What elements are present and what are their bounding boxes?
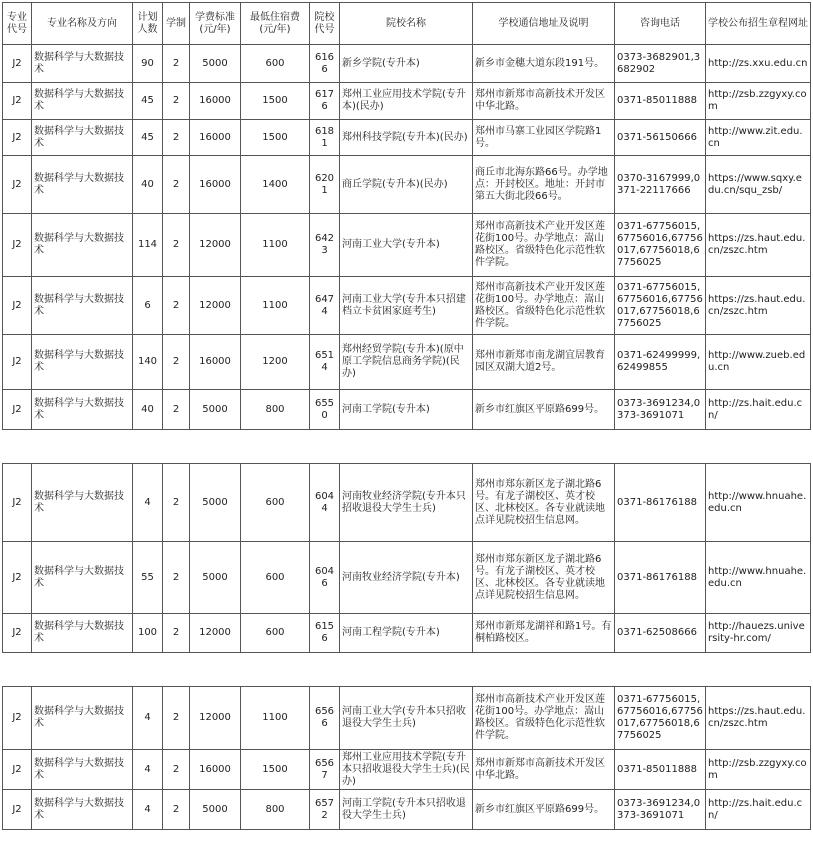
address-cell: 郑州市高新技术产业开发区莲花街100号。办学地点：嵩山路校区。省级特色化示范性软件学院。 <box>473 214 615 277</box>
duration-cell: 2 <box>163 214 190 277</box>
school-code-cell: 6201 <box>310 156 340 214</box>
phone-cell: 0371-86176188 <box>615 464 706 542</box>
phone-cell: 0373-3691234,0373-3691071 <box>615 790 706 830</box>
address-cell: 郑州市郑东新区龙子湖北路6号。有龙子湖校区、英才校区、北林校区。各专业就读地点详见院校招生信息网。 <box>473 542 615 614</box>
dorm-fee-cell: 1500 <box>241 83 310 120</box>
dorm-fee-cell: 600 <box>241 45 310 83</box>
table-row <box>3 335 811 390</box>
phone-cell: 0371-62499999,62499855 <box>615 335 706 390</box>
header-cell: 学校公布招生章程网址 <box>706 3 811 45</box>
duration-cell: 2 <box>163 277 190 335</box>
major-code-cell: J2 <box>3 120 32 156</box>
duration-cell: 2 <box>163 83 190 120</box>
plan-count-cell: 45 <box>133 83 163 120</box>
plan-count-cell: 40 <box>133 390 163 430</box>
address-cell: 郑州市新郑市高新技术开发区中华北路。 <box>473 83 615 120</box>
address-cell: 新乡市红旗区平原路699号。 <box>473 390 615 430</box>
duration-cell: 2 <box>163 542 190 614</box>
admissions-table-main <box>2 2 811 430</box>
address-cell: 郑州市新郑市南龙湖宜居教育园区双湖大道2号。 <box>473 335 615 390</box>
dorm-fee-cell: 1500 <box>241 750 310 790</box>
dorm-fee-cell: 800 <box>241 790 310 830</box>
major-code-cell: J2 <box>3 542 32 614</box>
phone-cell: 0371-67756015,67756016,67756017,67756018,67756025 <box>615 214 706 277</box>
duration-cell: 2 <box>163 750 190 790</box>
school-name-cell: 郑州工业应用技术学院(专升本只招收退役大学生士兵)(民办) <box>340 750 473 790</box>
school-code-cell: 6181 <box>310 120 340 156</box>
tuition-cell: 5000 <box>190 542 241 614</box>
major-code-cell: J2 <box>3 464 32 542</box>
phone-cell: 0373-3691234,0373-3691071 <box>615 390 706 430</box>
table-row <box>3 390 811 430</box>
plan-count-cell: 90 <box>133 45 163 83</box>
address-cell: 新乡市红旗区平原路699号。 <box>473 790 615 830</box>
address-cell: 郑州市新郑龙湖祥和路1号。有桐柏路校区。 <box>473 614 615 653</box>
major-code-cell: J2 <box>3 156 32 214</box>
table-row <box>3 464 811 542</box>
table-row <box>3 542 811 614</box>
tuition-cell: 16000 <box>190 750 241 790</box>
tuition-cell: 5000 <box>190 790 241 830</box>
tuition-cell: 5000 <box>190 45 241 83</box>
major-name-cell: 数据科学与大数据技术 <box>32 614 133 653</box>
duration-cell: 2 <box>163 335 190 390</box>
header-cell: 院校名称 <box>340 3 473 45</box>
school-name-cell: 商丘学院(专升本)(民办) <box>340 156 473 214</box>
plan-count-cell: 4 <box>133 464 163 542</box>
duration-cell: 2 <box>163 687 190 750</box>
major-code-cell: J2 <box>3 83 32 120</box>
tuition-cell: 16000 <box>190 156 241 214</box>
plan-count-cell: 4 <box>133 790 163 830</box>
website-cell[interactable]: http://www.hnuahe.edu.cn <box>706 542 811 614</box>
phone-cell: 0371-67756015,67756016,67756017,67756018,67756025 <box>615 277 706 335</box>
website-cell[interactable]: http://zs.hait.edu.cn/ <box>706 390 811 430</box>
website-cell[interactable]: https://zs.haut.edu.cn/zszc.htm <box>706 277 811 335</box>
plan-count-cell: 4 <box>133 750 163 790</box>
duration-cell: 2 <box>163 45 190 83</box>
school-name-cell: 郑州工业应用技术学院(专升本)(民办) <box>340 83 473 120</box>
school-name-cell: 河南牧业经济学院(专升本只招收退役大学生士兵) <box>340 464 473 542</box>
phone-cell: 0371-85011888 <box>615 83 706 120</box>
major-code-cell: J2 <box>3 390 32 430</box>
table-row <box>3 120 811 156</box>
address-cell: 郑州市新郑市高新技术开发区中华北路。 <box>473 750 615 790</box>
major-code-cell: J2 <box>3 214 32 277</box>
school-name-cell: 河南工业大学(专升本只招收退役大学生士兵) <box>340 687 473 750</box>
school-name-cell: 河南工学院(专升本只招收退役大学生士兵) <box>340 790 473 830</box>
school-code-cell: 6550 <box>310 390 340 430</box>
website-cell[interactable]: http://zs.xxu.edu.cn <box>706 45 811 83</box>
address-cell: 商丘市北海东路66号。办学地点：开封校区。地址：开封市第五大街北段66号。 <box>473 156 615 214</box>
school-code-cell: 6046 <box>310 542 340 614</box>
plan-count-cell: 45 <box>133 120 163 156</box>
major-name-cell: 数据科学与大数据技术 <box>32 790 133 830</box>
school-code-cell: 6474 <box>310 277 340 335</box>
plan-count-cell: 55 <box>133 542 163 614</box>
address-cell: 郑州市马寨工业园区学院路1号。 <box>473 120 615 156</box>
website-cell[interactable]: http://www.zueb.edu.cn <box>706 335 811 390</box>
header-cell: 最低住宿费(元/年) <box>241 3 310 45</box>
tuition-cell: 16000 <box>190 83 241 120</box>
duration-cell: 2 <box>163 614 190 653</box>
tuition-cell: 16000 <box>190 120 241 156</box>
school-name-cell: 新乡学院(专升本) <box>340 45 473 83</box>
header-cell: 学校通信地址及说明 <box>473 3 615 45</box>
dorm-fee-cell: 1500 <box>241 120 310 156</box>
header-cell: 专业名称及方向 <box>32 3 133 45</box>
website-cell[interactable]: http://www.hnuahe.edu.cn <box>706 464 811 542</box>
address-cell: 新乡市金穗大道东段191号。 <box>473 45 615 83</box>
major-name-cell: 数据科学与大数据技术 <box>32 335 133 390</box>
major-code-cell: J2 <box>3 614 32 653</box>
school-code-cell: 6166 <box>310 45 340 83</box>
duration-cell: 2 <box>163 790 190 830</box>
address-cell: 郑州市郑东新区龙子湖北路6号。有龙子湖校区、英才校区、北林校区。各专业就读地点详见院校招生信息网。 <box>473 464 615 542</box>
website-cell[interactable]: http://zs.hait.edu.cn/ <box>706 790 811 830</box>
duration-cell: 2 <box>163 120 190 156</box>
address-cell: 郑州市高新技术产业开发区莲花街100号。办学地点：嵩山路校区。省级特色化示范性软件学院。 <box>473 687 615 750</box>
school-name-cell: 郑州科技学院(专升本)(民办) <box>340 120 473 156</box>
major-name-cell: 数据科学与大数据技术 <box>32 214 133 277</box>
phone-cell: 0371-56150666 <box>615 120 706 156</box>
dorm-fee-cell: 1100 <box>241 687 310 750</box>
school-code-cell: 6572 <box>310 790 340 830</box>
school-code-cell: 6514 <box>310 335 340 390</box>
major-name-cell: 数据科学与大数据技术 <box>32 750 133 790</box>
duration-cell: 2 <box>163 464 190 542</box>
school-code-cell: 6176 <box>310 83 340 120</box>
tuition-cell: 5000 <box>190 390 241 430</box>
table-row <box>3 277 811 335</box>
phone-cell: 0371-67756015,67756016,67756017,67756018,67756025 <box>615 687 706 750</box>
header-cell: 学制 <box>163 3 190 45</box>
tuition-cell: 5000 <box>190 464 241 542</box>
school-name-cell: 郑州经贸学院(专升本)(原中原工学院信息商务学院)(民办) <box>340 335 473 390</box>
school-name-cell: 河南牧业经济学院(专升本) <box>340 542 473 614</box>
phone-cell: 0371-86176188 <box>615 542 706 614</box>
website-cell[interactable]: http://zsb.zzgyxy.com <box>706 750 811 790</box>
address-cell: 郑州市高新技术产业开发区莲花街100号。办学地点：嵩山路校区。省级特色化示范性软件学院。 <box>473 277 615 335</box>
admissions-table-veterans-1 <box>2 463 811 653</box>
header-cell: 咨询电话 <box>615 3 706 45</box>
phone-cell: 0370-3167999,0371-22117666 <box>615 156 706 214</box>
duration-cell: 2 <box>163 390 190 430</box>
phone-cell: 0373-3682901,3682902 <box>615 45 706 83</box>
table-row <box>3 83 811 120</box>
dorm-fee-cell: 600 <box>241 464 310 542</box>
plan-count-cell: 6 <box>133 277 163 335</box>
header-cell: 院校代号 <box>310 3 340 45</box>
duration-cell: 2 <box>163 156 190 214</box>
major-name-cell: 数据科学与大数据技术 <box>32 687 133 750</box>
table-row <box>3 614 811 653</box>
school-code-cell: 6044 <box>310 464 340 542</box>
plan-count-cell: 114 <box>133 214 163 277</box>
school-code-cell: 6566 <box>310 687 340 750</box>
phone-cell: 0371-85011888 <box>615 750 706 790</box>
table-row <box>3 45 811 83</box>
website-cell[interactable]: http://hauezs.university-hr.com/ <box>706 614 811 653</box>
major-code-cell: J2 <box>3 45 32 83</box>
major-code-cell: J2 <box>3 277 32 335</box>
website-cell[interactable]: https://www.sqxy.edu.cn/squ_zsb/ <box>706 156 811 214</box>
school-code-cell: 6156 <box>310 614 340 653</box>
dorm-fee-cell: 1400 <box>241 156 310 214</box>
tuition-cell: 12000 <box>190 277 241 335</box>
school-code-cell: 6423 <box>310 214 340 277</box>
dorm-fee-cell: 1100 <box>241 277 310 335</box>
header-row <box>3 3 811 45</box>
phone-cell: 0371-62508666 <box>615 614 706 653</box>
major-name-cell: 数据科学与大数据技术 <box>32 542 133 614</box>
header-cell: 计划人数 <box>133 3 163 45</box>
major-name-cell: 数据科学与大数据技术 <box>32 390 133 430</box>
major-name-cell: 数据科学与大数据技术 <box>32 464 133 542</box>
plan-count-cell: 40 <box>133 156 163 214</box>
table-row <box>3 687 811 750</box>
admissions-table-veterans-2 <box>2 686 811 830</box>
header-cell: 学费标准(元/年) <box>190 3 241 45</box>
major-name-cell: 数据科学与大数据技术 <box>32 83 133 120</box>
plan-count-cell: 4 <box>133 687 163 750</box>
table-row <box>3 214 811 277</box>
tuition-cell: 12000 <box>190 687 241 750</box>
table-row <box>3 156 811 214</box>
website-cell[interactable]: http://zsb.zzgyxy.com <box>706 83 811 120</box>
tuition-cell: 16000 <box>190 335 241 390</box>
plan-count-cell: 100 <box>133 614 163 653</box>
table-row <box>3 750 811 790</box>
school-name-cell: 河南工业大学(专升本只招建档立卡贫困家庭考生) <box>340 277 473 335</box>
table-row <box>3 790 811 830</box>
major-code-cell: J2 <box>3 335 32 390</box>
dorm-fee-cell: 1200 <box>241 335 310 390</box>
school-code-cell: 6567 <box>310 750 340 790</box>
school-name-cell: 河南工程学院(专升本) <box>340 614 473 653</box>
website-cell[interactable]: http://www.zit.edu.cn <box>706 120 811 156</box>
dorm-fee-cell: 800 <box>241 390 310 430</box>
website-cell[interactable]: https://zs.haut.edu.cn/zszc.htm <box>706 214 811 277</box>
school-name-cell: 河南工业大学(专升本) <box>340 214 473 277</box>
major-name-cell: 数据科学与大数据技术 <box>32 45 133 83</box>
major-code-cell: J2 <box>3 750 32 790</box>
major-code-cell: J2 <box>3 687 32 750</box>
website-cell[interactable]: https://zs.haut.edu.cn/zszc.htm <box>706 687 811 750</box>
plan-count-cell: 140 <box>133 335 163 390</box>
tuition-cell: 12000 <box>190 214 241 277</box>
major-name-cell: 数据科学与大数据技术 <box>32 277 133 335</box>
dorm-fee-cell: 600 <box>241 614 310 653</box>
major-name-cell: 数据科学与大数据技术 <box>32 120 133 156</box>
dorm-fee-cell: 1100 <box>241 214 310 277</box>
school-name-cell: 河南工学院(专升本) <box>340 390 473 430</box>
major-code-cell: J2 <box>3 790 32 830</box>
dorm-fee-cell: 600 <box>241 542 310 614</box>
major-name-cell: 数据科学与大数据技术 <box>32 156 133 214</box>
tuition-cell: 12000 <box>190 614 241 653</box>
header-cell: 专业代号 <box>3 3 32 45</box>
